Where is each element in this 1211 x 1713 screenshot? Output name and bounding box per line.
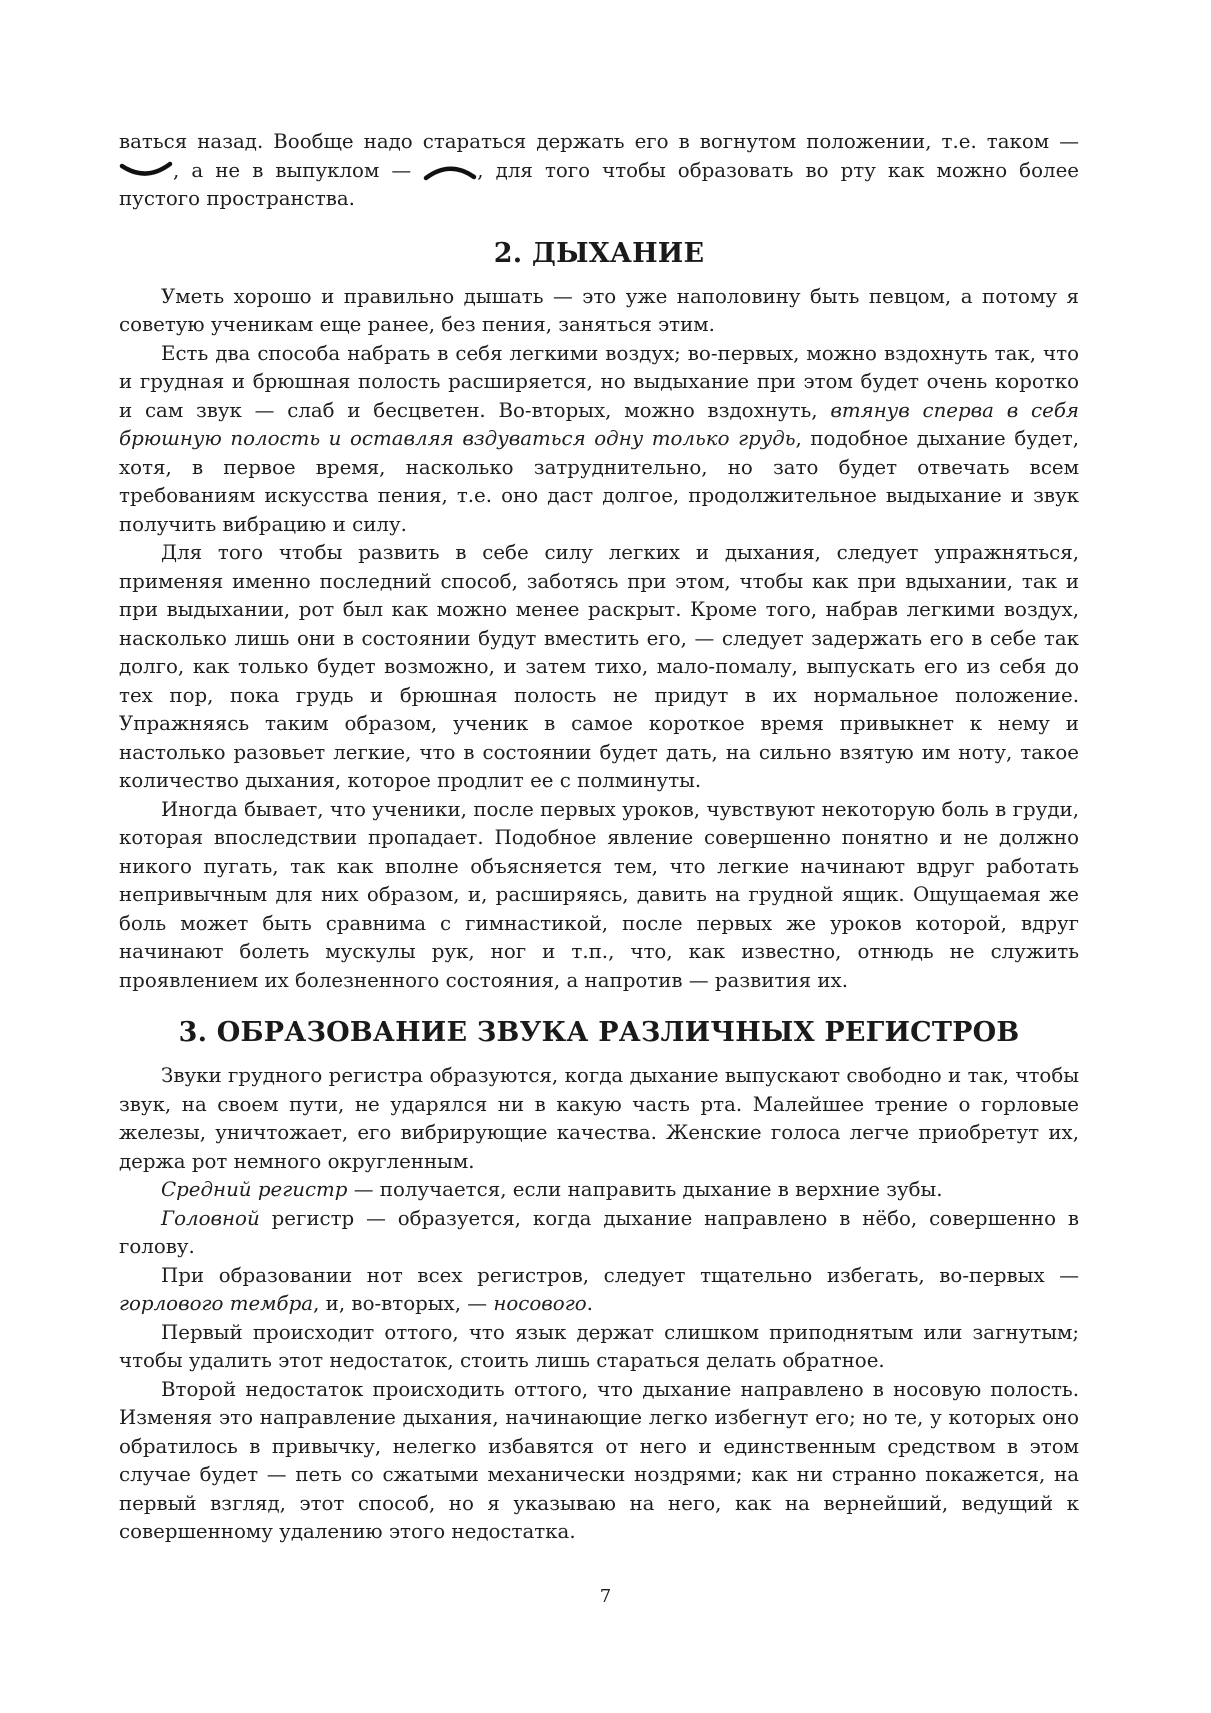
section-3-paragraph-4 xyxy=(119,1262,1079,1319)
page-body xyxy=(119,128,1079,1547)
nasal-term: носового xyxy=(493,1292,587,1315)
convex-tongue-icon xyxy=(423,160,477,182)
intro-text-start: ваться назад. Вообще надо стараться держать его в вогнутом положении, т.е. таком — xyxy=(119,130,1079,153)
intro-paragraph xyxy=(119,128,1079,214)
section-3-paragraph-5: Первый происходит оттого, что язык держат слишком приподнятым или загнутым; чтобы удалить этот недостаток, стоить лишь стараться делать обратное. xyxy=(119,1320,1079,1372)
section-3-paragraph-3-text: регистр — образуется, когда дыхание направлено в нёбо, совершенно в голову. xyxy=(119,1206,1079,1258)
section-2-paragraph-2 xyxy=(119,340,1079,540)
section-2-paragraph-2-text-b: , подобное дыхание будет, хотя, в первое время, насколько затруднительно, но зато будет отвечать всем требованиям искусства пения, т.е. оно даст долгое, продолжительное выдыхание и звук получить вибрацию и силу. xyxy=(119,427,1079,536)
section-2-paragraph-4: Иногда бывает, что ученики, после первых уроков, чувствуют некоторую боль в груди, которая впоследствии пропадает. Подобное явление совершенно понятно и не должно никого пугать, так как вполне объясняется тем, что легкие начинают вдруг работать непривычным для них образом, и, расширяясь, давить на грудной ящик. Ощущаемая же боль может быть сравнима с гимнастикой, после первых же уроков которой, вдруг начинают болеть мускулы рук, ног и т.п., что, как известно, отнюдь не служить проявлением их болезненного состояния, а напротив — развития их. xyxy=(119,797,1079,992)
section-3-paragraph-1: Звуки грудного регистра образуются, когда дыхание выпускают свободно и так, чтобы звук, на своем пути, не ударялся ни в какую часть рта. Малейшее трение о горловые железы, уничтожает, его вибрирующие качества. Женские голоса легче приобретут их, держа рот немного округленным. xyxy=(119,1064,1079,1173)
middle-register-term: Средний регистр xyxy=(161,1178,348,1201)
page-number: 7 xyxy=(599,1586,612,1607)
section-3-paragraph-4-text-b: , и, во-вторых, — xyxy=(313,1292,494,1315)
intro-text-mid: , а не в выпуклом — xyxy=(173,158,412,182)
section-3-heading: 3. ОБРАЗОВАНИЕ ЗВУКА РАЗЛИЧНЫХ РЕГИСТРОВ xyxy=(178,1017,1020,1048)
concave-tongue-icon xyxy=(119,160,173,182)
section-2-paragraph-3: Для того чтобы развить в себе силу легких и дыхания, следует упражняться, применяя именно последний способ, заботясь при этом, чтобы как при вдыхании, так и при выдыхании, рот был как можно менее раскрыт. Кроме того, набрав легкими воздух, насколько лишь они в состоянии будут вместить его, — следует задержать его в себе так долго, как только будет возможно, и затем тихо, мало-помалу, выпускать его из себя до тех пор, пока грудь и брюшная полость не придут в их нормальное положение. Упражняясь таким образом, ученик в самое короткое время привыкнет к нему и настолько разовьет легкие, что в состоянии будет дать, на сильно взятую им ноту, такое количество дыхания, которое продлит ее с полминуты. xyxy=(119,541,1079,792)
section-3-paragraph-4-text-a: При образовании нот всех регистров, следует тщательно избегать, во-первых — xyxy=(161,1263,1079,1287)
section-3-paragraph-3 xyxy=(119,1205,1079,1262)
section-2-paragraph-2-emphasis: втянув сперва в себя брюшную полость и оставляя вздуваться одну только грудь xyxy=(119,398,1079,450)
section-2-heading: 2. ДЫХАНИЕ xyxy=(493,237,705,269)
section-3-paragraph-6: Второй недостаток происходить оттого, что дыхание направлено в носовую полость. Изменяя это направление дыхания, начинающие легко избегнут его; но те, у которых оно обратилось в привычку, нелегко избавятся от него и единственным средством в этом случае будет — петь со сжатыми механически ноздрями; как ни странно покажется, на первый взгляд, этот способ, но я указываю на него, как на вернейший, ведущий к совершенному удалению этого недостатка. xyxy=(119,1377,1079,1543)
head-register-term: Головной xyxy=(161,1206,260,1230)
intro-text-end: , для того чтобы образовать во рту как можно более пустого пространства. xyxy=(119,158,1079,210)
section-3-paragraph-2-text: — получается, если направить дыхание в верхние зубы. xyxy=(347,1178,943,1201)
section-2-paragraph-1: Уметь хорошо и правильно дышать — это уже наполовину быть певцом, а потому я советую ученикам еще ранее, без пения, заняться этим. xyxy=(119,284,1079,336)
section-3-paragraph-4-text-c: . xyxy=(586,1292,593,1315)
section-2-paragraph-2-text-a: Есть два способа набрать в себя легкими воздух; во-первых, можно вздохнуть так, что и грудная и брюшная полость расширяется, но выдыхание при этом будет очень коротко и сам звук — слаб и бесцветен. Во-вторых, можно вздохнуть, xyxy=(119,341,1079,422)
section-3-paragraph-2 xyxy=(119,1176,1079,1205)
throat-timbre-term: горлового тембра xyxy=(119,1292,314,1315)
